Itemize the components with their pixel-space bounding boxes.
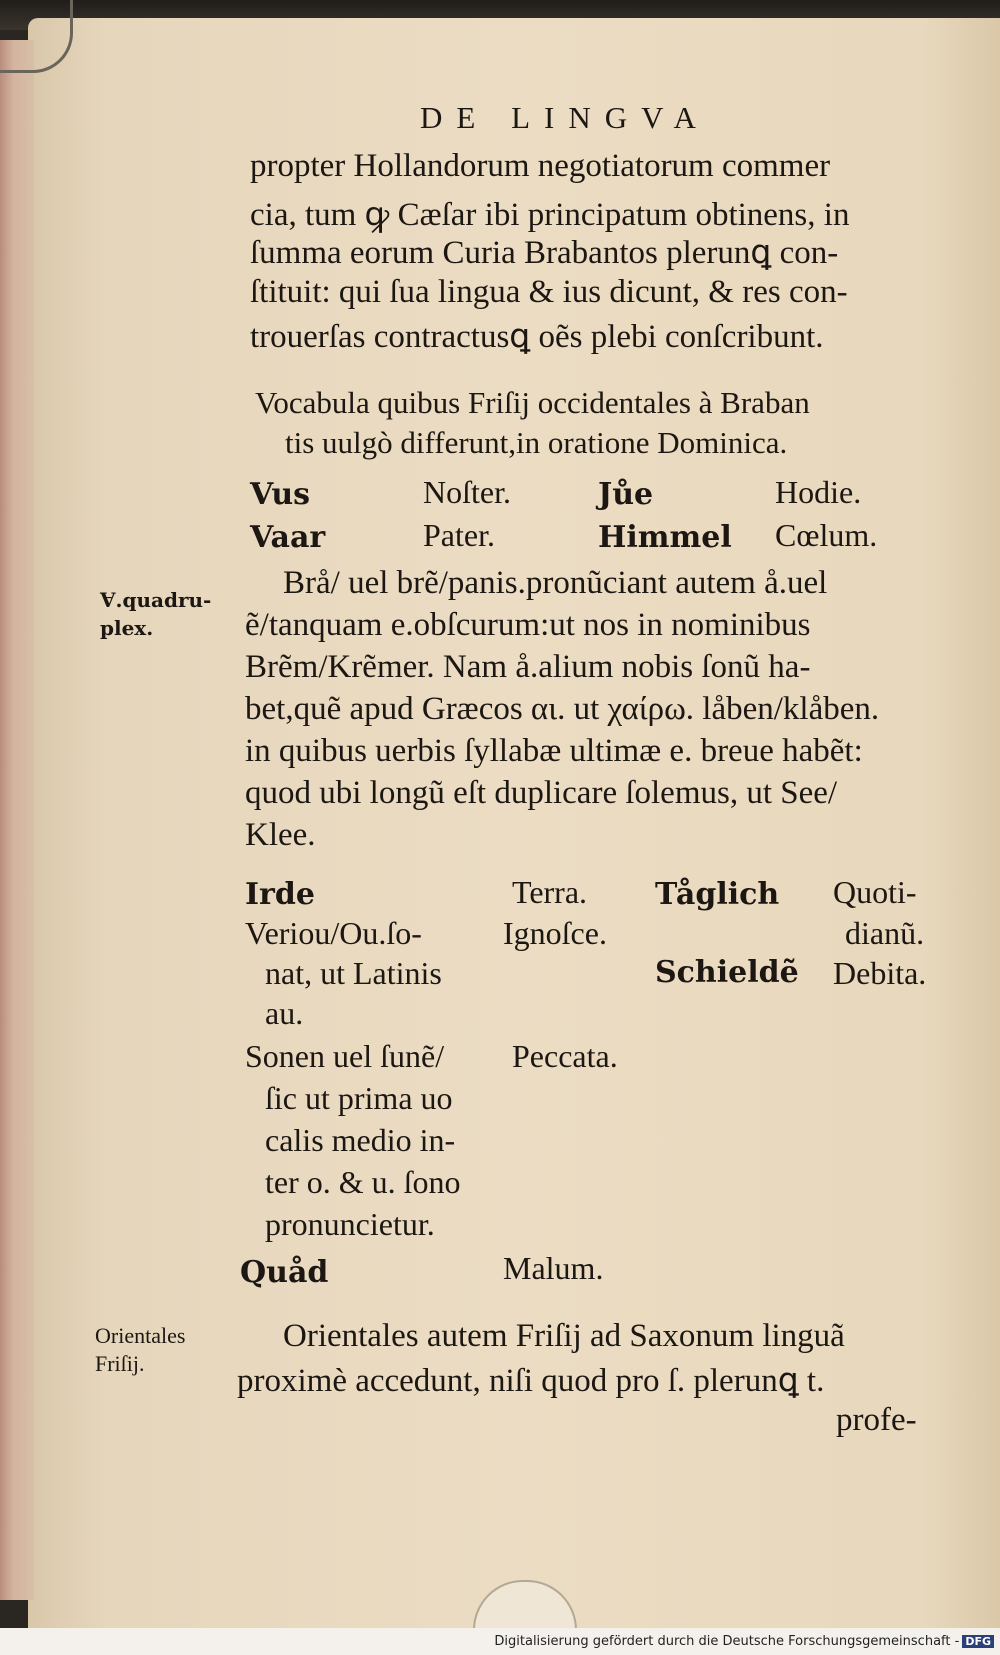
- table-cell: ter o. & u. ſono: [265, 1164, 461, 1200]
- table-cell: Schieldẽ: [655, 955, 799, 990]
- body-line: ſumma eorum Curia Brabantos plerunꝗ con-: [250, 235, 839, 271]
- footer-text: Digitalisierung gefördert durch die Deutsche Forschungsgemeinschaft -: [494, 1634, 960, 1649]
- dfg-logo: DFG: [962, 1635, 994, 1648]
- body-line: Brẽm/Krẽmer. Nam å.alium nobis ſonũ ha-: [245, 649, 811, 685]
- margin-note: Ɐ.quadru-: [100, 588, 212, 612]
- body-line: cia, tum ꝙ Cæſar ibi principatum obtinens, in: [250, 197, 850, 233]
- page-binding: [0, 40, 34, 1600]
- body-line: ſtituit: qui ſua lingua & ius dicunt, & res con-: [250, 274, 848, 310]
- body-line: Klee.: [245, 817, 316, 853]
- table-cell: Cœlum.: [775, 517, 878, 553]
- body-line: trouerſas contractusꝗ oẽs plebi conſcribunt.: [250, 319, 824, 355]
- table-cell: au.: [265, 995, 304, 1031]
- table-cell: ſic ut prima uo: [265, 1080, 453, 1116]
- margin-note: plex.: [100, 616, 154, 640]
- table-cell: Tåglich: [655, 877, 780, 912]
- catchword: profe-: [836, 1402, 917, 1438]
- running-header: DE LINGVA: [420, 100, 710, 135]
- table-cell: nat, ut Latinis: [265, 955, 442, 991]
- body-line: ẽ/tanquam e.obſcurum:ut nos in nominibus: [245, 607, 811, 643]
- funding-footer: [494, 1634, 994, 1649]
- body-line: Orientales autem Friſij ad Saxonum linguã: [283, 1318, 845, 1354]
- table-cell: Malum.: [503, 1250, 604, 1286]
- margin-note: Orientales: [95, 1323, 186, 1348]
- table-cell: Quoti-: [833, 874, 917, 910]
- body-line: quod ubi longũ eſt duplicare ſolemus, ut See/: [245, 775, 838, 811]
- table-cell: Ignoſce.: [503, 915, 607, 951]
- body-line: in quibus uerbis ſyllabæ ultimæ e. breue habẽt:: [245, 733, 863, 769]
- table-cell: Peccata.: [512, 1038, 618, 1074]
- table-cell: Debita.: [833, 955, 927, 991]
- table-cell: Pater.: [423, 517, 495, 553]
- subheading-line: Vocabula quibus Friſij occidentales à Braban: [255, 385, 810, 420]
- table-cell: Jůe: [598, 477, 654, 512]
- table-cell: Vaar: [250, 520, 326, 555]
- subheading-line: tis uulgò differunt,in oratione Dominica.: [285, 425, 788, 460]
- body-line: Brå/ uel brẽ/panis.pronũciant autem å.uel: [283, 565, 828, 601]
- body-line: propter Hollandorum negotiatorum commer: [250, 148, 831, 184]
- table-cell: Noſter.: [423, 474, 511, 510]
- margin-note: Friſij.: [95, 1351, 145, 1376]
- table-cell: dianũ.: [845, 915, 925, 951]
- table-cell: calis medio in-: [265, 1122, 456, 1158]
- table-cell: Hodie.: [775, 474, 862, 510]
- table-cell: Veriou/Ou.ſo-: [245, 915, 422, 951]
- table-cell: Sonen uel ſunẽ/: [245, 1038, 445, 1074]
- table-cell: Quåd: [240, 1255, 329, 1290]
- table-cell: Irde: [245, 877, 315, 912]
- table-cell: Terra.: [512, 874, 588, 910]
- body-line: proximè accedunt, niſi quod pro ſ. plerunꝗ t.: [237, 1363, 825, 1399]
- body-line: bet,quẽ apud Græcos αι. ut χαίρω. låben/klåben.: [245, 691, 880, 727]
- table-cell: pronuncietur.: [265, 1206, 435, 1242]
- table-cell: Himmel: [598, 520, 732, 555]
- table-cell: Vus: [250, 477, 311, 512]
